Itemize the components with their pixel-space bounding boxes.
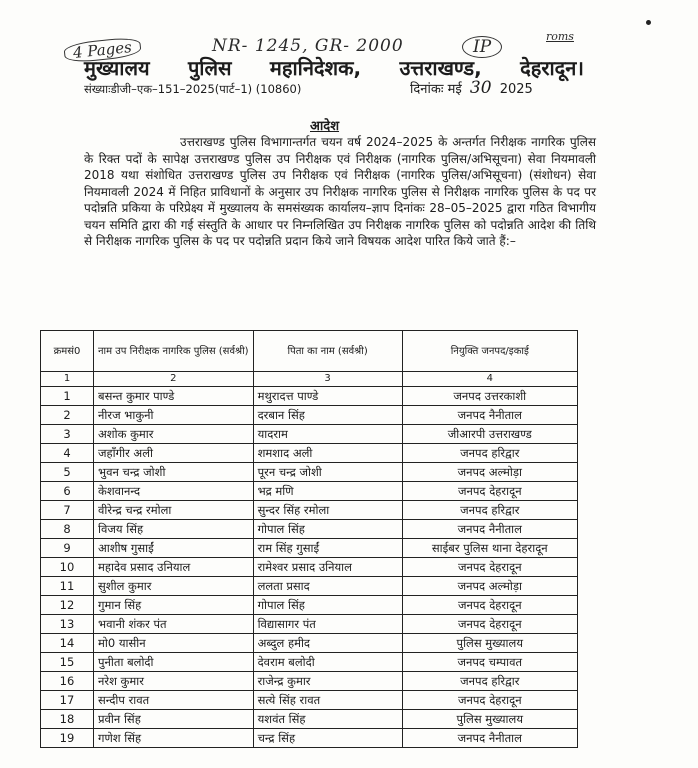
table-row xyxy=(41,387,578,406)
cell-posting: जनपद अल्मोड़ा xyxy=(402,577,577,596)
date-year: 2025 xyxy=(499,82,533,97)
cell-posting: जनपद चम्पावत xyxy=(402,653,577,672)
table-row xyxy=(41,444,578,463)
cell-officer-name: नीरज भाकुनी xyxy=(94,406,254,425)
cell-posting: जनपद देहरादून xyxy=(402,691,577,710)
cell-father-name: राम सिंह गुसाईं xyxy=(253,539,402,558)
cell-father-name: विद्यासागर पंत xyxy=(253,615,402,634)
cell-serial: 4 xyxy=(41,444,94,463)
cell-posting: जनपद अल्मोड़ा xyxy=(402,463,577,482)
column-header-posting: नियुक्ति जनपद/इकाई xyxy=(402,331,577,372)
cell-father-name: देवराम बलोदी xyxy=(253,653,402,672)
cell-serial: 2 xyxy=(41,406,94,425)
table-body xyxy=(41,372,578,748)
table-row xyxy=(41,653,578,672)
cell-posting: जनपद हरिद्वार xyxy=(402,501,577,520)
cell-father-name: मथुरादत्त पाण्डे xyxy=(253,387,402,406)
cell-posting: जनपद नैनीताल xyxy=(402,406,577,425)
cell-father-name: दरबान सिंह xyxy=(253,406,402,425)
table-row xyxy=(41,691,578,710)
cell-officer-name: जहाँगीर अली xyxy=(94,444,254,463)
cell-posting: पुलिस मुख्यालय xyxy=(402,634,577,653)
cell-father-name: ललता प्रसाद xyxy=(253,577,402,596)
handwritten-ip-mark: IP xyxy=(462,36,502,58)
cell-serial: 7 xyxy=(41,501,94,520)
cell-officer-name: बसन्त कुमार पाण्डे xyxy=(94,387,254,406)
cell-serial: 19 xyxy=(41,729,94,748)
order-paragraph: उत्तराखण्ड पुलिस विभागान्तर्गत चयन वर्ष 2024–2025 के अन्तर्गत निरीक्षक नागरिक पुलिस के रिक्त पदों के सापेक्ष उत्तराखण्ड पुलिस उप निरीक्षक एवं निरीक्षक (नागरिक पुलिस/अभिसूचना) सेवा नियमावली 2018 यथा संशोधित उत्तराखण्ड पुलिस उप निरीक्षक एवं निरीक्षक (नागरिक पुलिस/अभिसूचना) (संशोधन) सेवा नियमावली 2024 में निहित प्राविधानों के अनुसार उप निरीक्षक नागरिक पुलिस से निरीक्षक नागरिक पुलिस के पद पर पदोन्नति प्रकिया के परिप्रेक्ष्य में मुख्यालय के समसंख्यक कार्यालय–ज्ञाप दिनांकः 28–05–2025 द्वारा गठित विभागीय चयन समिति द्वारा की गई संस्तुति के आधार पर निम्नलिखित उप निरीक्षक नागरिक पुलिस को पदोन्नति आदेश की तिथि से निरीक्षक नागरिक पुलिस के पद पर पदोन्नति प्रदान किये जाने विषयक आदेश पारित किये जाते हैं:– xyxy=(84,135,596,248)
cell-officer-name: सन्दीप रावत xyxy=(94,691,254,710)
letterhead-word: देहरादून। xyxy=(520,56,584,80)
cell-posting: पुलिस मुख्यालय xyxy=(402,710,577,729)
handwritten-pages-note: 4 Pages xyxy=(63,36,142,64)
table-row xyxy=(41,577,578,596)
date-day: 30 xyxy=(469,78,492,98)
cell-father-name: यादराम xyxy=(253,425,402,444)
cell-serial: 14 xyxy=(41,634,94,653)
letterhead-word: पुलिस xyxy=(187,56,232,80)
table-row xyxy=(41,482,578,501)
letterhead-word: मुख्यालय xyxy=(84,56,150,80)
date-label: दिनांकः मई xyxy=(410,82,462,97)
column-header-name: नाम उप निरीक्षक नागरिक पुलिस (सर्वश्री) xyxy=(94,331,254,372)
cell-father-name: गोपाल सिंह xyxy=(253,520,402,539)
cell-serial: 16 xyxy=(41,672,94,691)
cell-posting: जनपद देहरादून xyxy=(402,558,577,577)
letterhead-title xyxy=(84,54,584,81)
cell-father-name: चन्द्र सिंह xyxy=(253,729,402,748)
cell-officer-name: अशोक कुमार xyxy=(94,425,254,444)
cell-father-name: रामेश्वर प्रसाद उनियाल xyxy=(253,558,402,577)
cell-serial: 5 xyxy=(41,463,94,482)
cell-officer-name: गुमान सिंह xyxy=(94,596,254,615)
promotion-table xyxy=(40,330,578,748)
handwritten-corner-note: roms xyxy=(546,30,574,43)
cell-posting: जनपद उत्तरकाशी xyxy=(402,387,577,406)
cell-posting: जीआरपी उत्तराखण्ड xyxy=(402,425,577,444)
cell-officer-name: वीरेन्द्र चन्द्र रमोला xyxy=(94,501,254,520)
column-index: 2 xyxy=(94,372,254,387)
table-row xyxy=(41,558,578,577)
column-index: 3 xyxy=(253,372,402,387)
cell-serial: 9 xyxy=(41,539,94,558)
column-index-row xyxy=(41,372,578,387)
cell-serial: 17 xyxy=(41,691,94,710)
cell-serial: 8 xyxy=(41,520,94,539)
table-header-row xyxy=(41,331,578,372)
cell-serial: 18 xyxy=(41,710,94,729)
cell-posting: जनपद देहरादून xyxy=(402,615,577,634)
table-row xyxy=(41,501,578,520)
cell-serial: 15 xyxy=(41,653,94,672)
letterhead-word: उत्तराखण्ड, xyxy=(399,56,482,80)
cell-officer-name: नरेश कुमार xyxy=(94,672,254,691)
table-row xyxy=(41,710,578,729)
cell-officer-name: प्रवीन सिंह xyxy=(94,710,254,729)
cell-father-name: सत्ये सिंह रावत xyxy=(253,691,402,710)
letterhead-word: महानिदेशक, xyxy=(269,56,362,80)
column-header-serial: क्रमसं0 xyxy=(41,331,94,372)
cell-serial: 11 xyxy=(41,577,94,596)
cell-posting: जनपद देहरादून xyxy=(402,482,577,501)
cell-serial: 13 xyxy=(41,615,94,634)
promotion-table-container xyxy=(40,330,578,748)
table-row xyxy=(41,596,578,615)
handwritten-reference: NR- 1245, GR- 2000 xyxy=(212,36,404,56)
cell-officer-name: गणेश सिंह xyxy=(94,729,254,748)
cell-serial: 10 xyxy=(41,558,94,577)
cell-posting: जनपद हरिद्वार xyxy=(402,444,577,463)
cell-posting: जनपद नैनीताल xyxy=(402,729,577,748)
cell-serial: 3 xyxy=(41,425,94,444)
cell-father-name: भद्र मणि xyxy=(253,482,402,501)
cell-father-name: पूरन चन्द्र जोशी xyxy=(253,463,402,482)
cell-officer-name: मो0 यासीन xyxy=(94,634,254,653)
table-row xyxy=(41,615,578,634)
order-heading: आदेश xyxy=(310,119,340,134)
table-row xyxy=(41,520,578,539)
cell-officer-name: केशवानन्द xyxy=(94,482,254,501)
cell-serial: 1 xyxy=(41,387,94,406)
cell-posting: साईबर पुलिस थाना देहरादून xyxy=(402,539,577,558)
cell-posting: जनपद देहरादून xyxy=(402,596,577,615)
cell-officer-name: विजय सिंह xyxy=(94,520,254,539)
cell-serial: 12 xyxy=(41,596,94,615)
cell-officer-name: भुवन चन्द्र जोशी xyxy=(94,463,254,482)
cell-father-name: शमशाद अली xyxy=(253,444,402,463)
cell-posting: जनपद हरिद्वार xyxy=(402,672,577,691)
column-index: 4 xyxy=(402,372,577,387)
cell-father-name: अब्दुल हमीद xyxy=(253,634,402,653)
cell-serial: 6 xyxy=(41,482,94,501)
cell-officer-name: आशीष गुसाईं xyxy=(94,539,254,558)
cell-officer-name: भवानी शंकर पंत xyxy=(94,615,254,634)
column-index: 1 xyxy=(41,372,94,387)
cell-father-name: सुन्दर सिंह रमोला xyxy=(253,501,402,520)
issue-date xyxy=(410,78,533,98)
cell-officer-name: महादेव प्रसाद उनियाल xyxy=(94,558,254,577)
margin-mark xyxy=(646,20,651,25)
column-header-father: पिता का नाम (सर्वश्री) xyxy=(253,331,402,372)
cell-officer-name: सुशील कुमार xyxy=(94,577,254,596)
table-row xyxy=(41,406,578,425)
cell-father-name: गोपाल सिंह xyxy=(253,596,402,615)
table-row xyxy=(41,672,578,691)
table-row xyxy=(41,425,578,444)
cell-posting: जनपद नैनीताल xyxy=(402,520,577,539)
reference-number: संख्याःडीजी–एक–151–2025(पार्ट–1) (10860) xyxy=(84,82,302,96)
cell-officer-name: पुनीता बलोदी xyxy=(94,653,254,672)
cell-father-name: यशवंत सिंह xyxy=(253,710,402,729)
table-row xyxy=(41,463,578,482)
table-row xyxy=(41,729,578,748)
cell-father-name: राजेन्द्र कुमार xyxy=(253,672,402,691)
table-row xyxy=(41,539,578,558)
table-row xyxy=(41,634,578,653)
